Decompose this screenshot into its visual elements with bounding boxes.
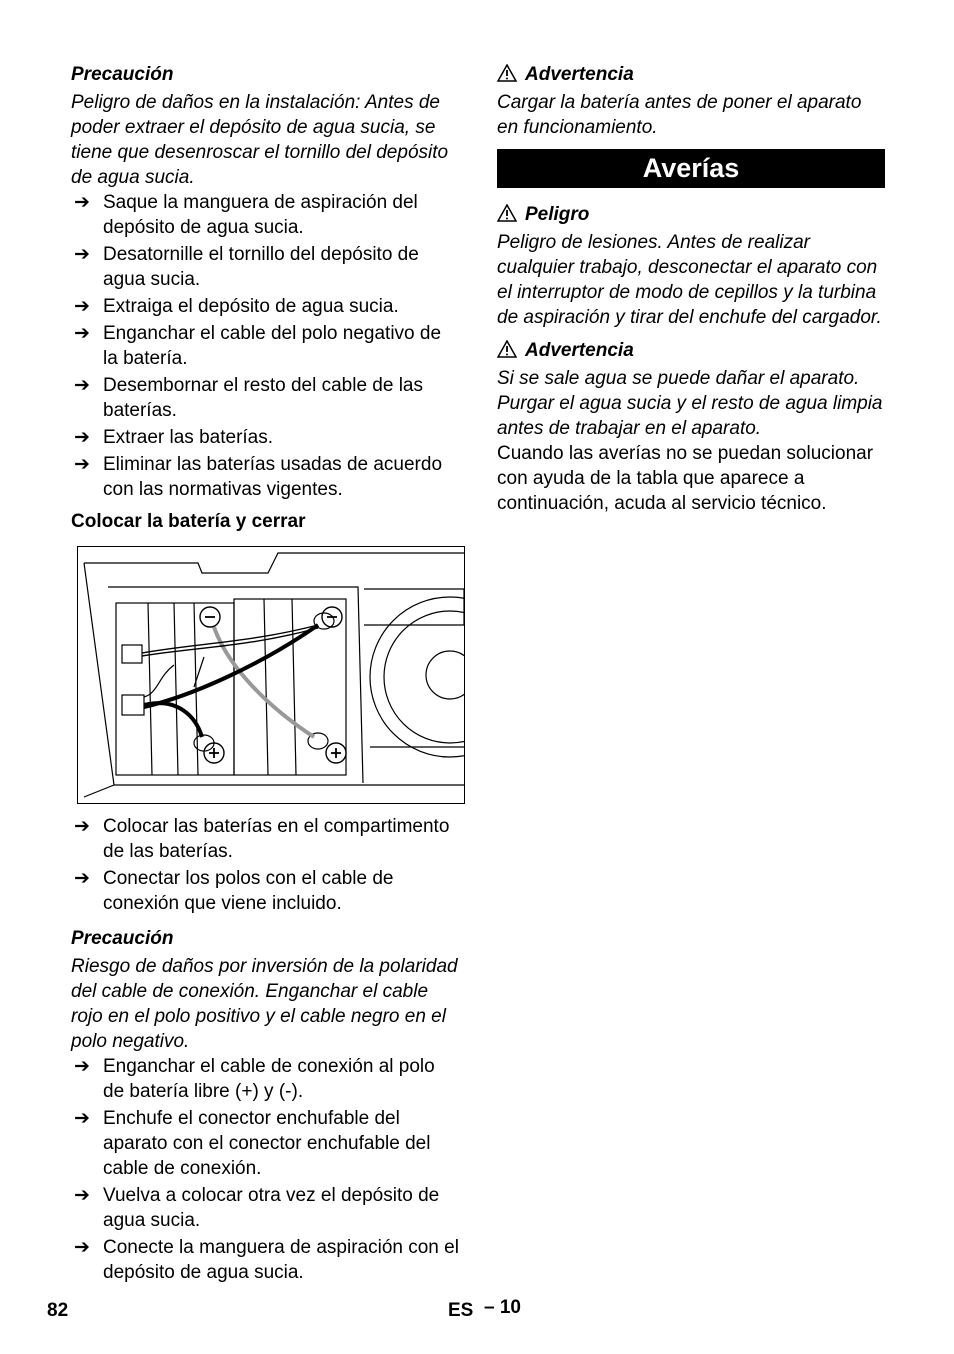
step-item bbox=[71, 1054, 459, 1104]
danger-heading bbox=[497, 202, 885, 227]
left-column bbox=[71, 60, 459, 1287]
step-item bbox=[71, 321, 459, 371]
step-text: Extraer las baterías. bbox=[103, 427, 274, 448]
arrow-right-icon: ➔ bbox=[74, 192, 90, 213]
battery-compartment-illustration bbox=[78, 547, 464, 803]
section-page-number: – 10 bbox=[484, 1297, 521, 1318]
warning-title-2: Advertencia bbox=[525, 340, 634, 361]
step-item bbox=[71, 814, 459, 864]
step-item bbox=[71, 373, 459, 423]
arrow-right-icon: ➔ bbox=[74, 323, 90, 344]
arrow-right-icon: ➔ bbox=[74, 868, 90, 889]
step-text: Conectar los polos con el cable de conexión que viene incluido. bbox=[103, 868, 394, 914]
caution-text-1: Peligro de daños en la instalación: Antes de poder extraer el depósito de agua sucia, se tiene que desenroscar el tornillo del depósito de agua sucia. bbox=[71, 92, 449, 188]
step-item bbox=[71, 242, 459, 292]
arrow-right-icon: ➔ bbox=[74, 454, 90, 475]
step-text: Enganchar el cable de conexión al polo de batería libre (+) y (-). bbox=[103, 1056, 435, 1102]
step-text: Conecte la manguera de aspiración con el depósito de agua sucia. bbox=[103, 1237, 459, 1283]
arrow-right-icon: ➔ bbox=[74, 296, 90, 317]
caution-heading-1: Precaución bbox=[71, 64, 174, 85]
step-item bbox=[71, 1183, 459, 1233]
step-text: Enganchar el cable del polo negativo de la batería. bbox=[103, 323, 442, 369]
right-column bbox=[497, 60, 885, 516]
step-text: Desatornille el tornillo del depósito de agua sucia. bbox=[103, 244, 419, 290]
arrow-right-icon: ➔ bbox=[74, 244, 90, 265]
step-item bbox=[71, 866, 459, 916]
arrow-right-icon: ➔ bbox=[74, 1108, 90, 1129]
step-text: Colocar las baterías en el compartimento de las baterías. bbox=[103, 816, 450, 862]
step-text: Desembornar el resto del cable de las baterías. bbox=[103, 375, 424, 421]
arrow-right-icon: ➔ bbox=[74, 375, 90, 396]
step-item bbox=[71, 190, 459, 240]
warning-heading-2 bbox=[497, 338, 885, 363]
page-number: 82 bbox=[47, 1300, 69, 1321]
warning-triangle-icon bbox=[497, 340, 517, 358]
step-item bbox=[71, 294, 459, 319]
warning-title-1: Advertencia bbox=[525, 64, 634, 85]
battery-compartment-figure bbox=[77, 546, 465, 804]
arrow-right-icon: ➔ bbox=[74, 816, 90, 837]
caution-heading-2: Precaución bbox=[71, 928, 174, 949]
warning-triangle-icon bbox=[497, 204, 517, 222]
warning-text-1: Cargar la batería antes de poner el aparato en funcionamiento. bbox=[497, 92, 862, 138]
step-item bbox=[71, 1106, 459, 1181]
danger-text: Peligro de lesiones. Antes de realizar cualquier trabajo, desconectar el aparato con el interruptor de modo de cepillos y la turbina de aspiración y tirar del enchufe del cargador. bbox=[497, 232, 882, 328]
step-item bbox=[71, 425, 459, 450]
step-text: Eliminar las baterías usadas de acuerdo con las normativas vigentes. bbox=[103, 454, 443, 500]
body-text: Cuando las averías no se puedan solucionar con ayuda de la tabla que aparece a continuación, acuda al servicio técnico. bbox=[497, 443, 874, 514]
warning-heading-1 bbox=[497, 62, 885, 87]
language-code: ES bbox=[448, 1300, 474, 1321]
danger-title: Peligro bbox=[525, 204, 590, 225]
arrow-right-icon: ➔ bbox=[74, 1185, 90, 1206]
step-list-3 bbox=[71, 1054, 459, 1285]
warning-triangle-icon bbox=[497, 64, 517, 82]
caution-text-2: Riesgo de daños por inversión de la polaridad del cable de conexión. Enganchar el cable rojo en el polo positivo y el cable negro en el polo negativo. bbox=[71, 956, 458, 1052]
warning-text-2: Si se sale agua se puede dañar el aparato. Purgar el agua sucia y el resto de agua limpia antes de trabajar en el aparato. bbox=[497, 368, 883, 439]
arrow-right-icon: ➔ bbox=[74, 1237, 90, 1258]
step-list-1 bbox=[71, 190, 459, 502]
arrow-right-icon: ➔ bbox=[74, 1056, 90, 1077]
section-title-averias: Averías bbox=[497, 149, 885, 188]
step-item bbox=[71, 452, 459, 502]
step-text: Enchufe el conector enchufable del aparato con el conector enchufable del cable de conexión. bbox=[103, 1108, 431, 1179]
step-text: Vuelva a colocar otra vez el depósito de agua sucia. bbox=[103, 1185, 440, 1231]
step-text: Saque la manguera de aspiración del depósito de agua sucia. bbox=[103, 192, 418, 238]
step-item bbox=[71, 1235, 459, 1285]
arrow-right-icon: ➔ bbox=[74, 427, 90, 448]
step-text: Extraiga el depósito de agua sucia. bbox=[103, 296, 399, 317]
step-list-2 bbox=[71, 814, 459, 916]
subheading-insert-battery: Colocar la batería y cerrar bbox=[71, 511, 306, 532]
